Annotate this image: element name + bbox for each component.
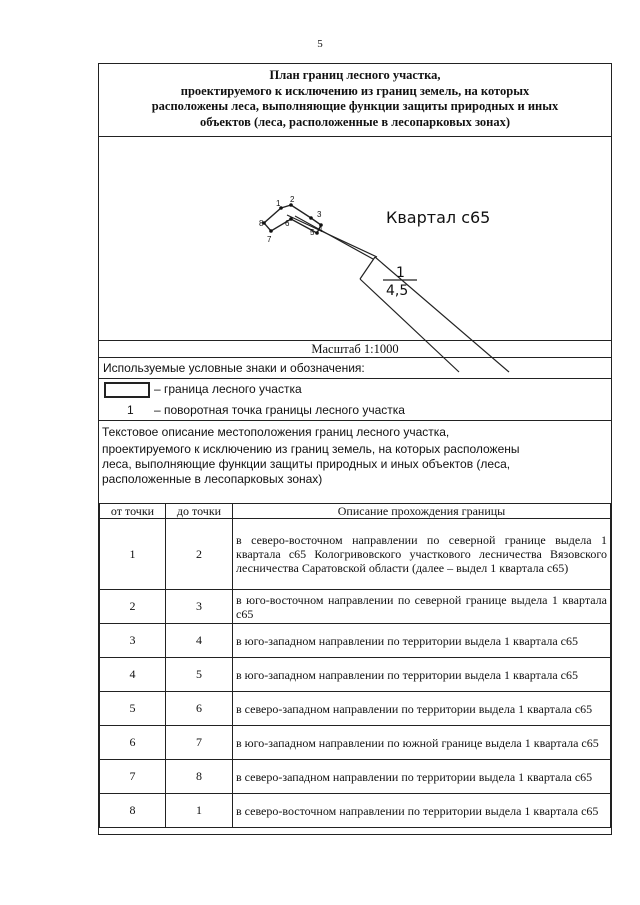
header-from-point: от точки: [100, 504, 166, 519]
map-scale: Масштаб 1:1000: [99, 340, 611, 358]
to-point: 1: [166, 794, 233, 828]
description-line: проектируемого к исключению из границ земель, на которых расположены: [102, 442, 520, 456]
from-point: 4: [100, 658, 166, 692]
legend-title: Используемые условные знаки и обозначения:: [103, 361, 365, 375]
from-point: 6: [100, 726, 166, 760]
to-point: 6: [166, 692, 233, 726]
from-point: 8: [100, 794, 166, 828]
division-boundary-line: [360, 279, 459, 372]
point-label-3: 3: [317, 210, 322, 219]
description-line: Текстовое описание местоположения границ лесного участка,: [102, 425, 450, 439]
description-line: расположенные в лесопарковых зонах): [102, 472, 323, 486]
table-row: [100, 519, 611, 590]
to-point: 8: [166, 760, 233, 794]
title-line: расположены леса, выполняющие функции защиты природных и иных: [151, 99, 559, 113]
from-point: 5: [100, 692, 166, 726]
turning-point-7: [269, 229, 273, 233]
turning-point-6: [289, 217, 293, 221]
table-row: [100, 590, 611, 624]
segment-description: в северо-восточном направлении по территории выдела 1 квартала с65: [233, 794, 611, 828]
title-line: План границ лесного участка,: [269, 68, 441, 82]
to-point: 7: [166, 726, 233, 760]
segment-description: в северо-западном направлении по территории выдела 1 квартала с65: [233, 760, 611, 794]
table-row: [100, 624, 611, 658]
point-label-6: 6: [285, 219, 290, 228]
point-label-8: 8: [259, 219, 264, 228]
page-number: 5: [317, 38, 323, 50]
point-label-2: 2: [290, 195, 295, 204]
table-header-row: [100, 504, 611, 519]
division-area: 4,5: [386, 283, 409, 299]
title-line: объектов (леса, расположенные в лесопарковых зонах): [199, 114, 511, 129]
table-row: [100, 726, 611, 760]
from-point: 1: [100, 519, 166, 590]
quarter-label: Квартал с65: [386, 208, 491, 227]
table-row: [100, 692, 611, 726]
title-line: проектируемого к исключению из границ земель, на которых: [180, 83, 530, 98]
boundary-description: [102, 425, 608, 487]
from-point: 2: [100, 590, 166, 624]
to-point: 4: [166, 624, 233, 658]
division-number: 1: [396, 265, 405, 281]
segment-description: в юго-западном направлении по территории выдела 1 квартала с65: [233, 624, 611, 658]
segment-description: в юго-западном направлении по территории выдела 1 квартала с65: [233, 658, 611, 692]
segment-description: в юго-западном направлении по южной границе выдела 1 квартала с65: [233, 726, 611, 760]
legend-boundary-text: – граница лесного участка: [154, 382, 302, 396]
header-description: Описание прохождения границы: [233, 504, 611, 519]
plan-title: [99, 64, 611, 137]
segment-description: в северо-западном направлении по территории выдела 1 квартала с65: [233, 692, 611, 726]
legend-point-text: – поворотная точка границы лесного участка: [154, 403, 405, 417]
map-line: [295, 216, 373, 259]
table-row: [100, 658, 611, 692]
from-point: 7: [100, 760, 166, 794]
to-point: 5: [166, 658, 233, 692]
segment-description: в юго-восточном направлении по северной границе выдела 1 квартала с65: [233, 590, 611, 624]
description-line: леса, выполняющие функции защиты природных и иных объектов (леса,: [102, 457, 511, 471]
point-label-4: 4: [318, 225, 323, 234]
header-to-point: до точки: [166, 504, 233, 519]
point-label-5: 5: [310, 228, 315, 237]
document-frame: [98, 63, 612, 835]
point-label-7: 7: [267, 235, 272, 244]
map-line: [360, 257, 375, 279]
point-label-1: 1: [276, 199, 281, 208]
to-point: 3: [166, 590, 233, 624]
segment-description: в северо-восточном направлении по северной границе выдела 1 квартала с65 Кологривовского участкового лесничества Вязовского лесничества Саратовской области (далее – выдел 1 квартала с65): [233, 519, 611, 590]
legend-point-symbol: 1: [127, 403, 134, 417]
to-point: 2: [166, 519, 233, 590]
from-point: 3: [100, 624, 166, 658]
boundary-table: [99, 503, 611, 828]
legend: [99, 378, 611, 421]
boundary-symbol: [104, 382, 150, 398]
turning-point-3: [309, 216, 313, 220]
table-row: [100, 794, 611, 828]
table-row: [100, 760, 611, 794]
